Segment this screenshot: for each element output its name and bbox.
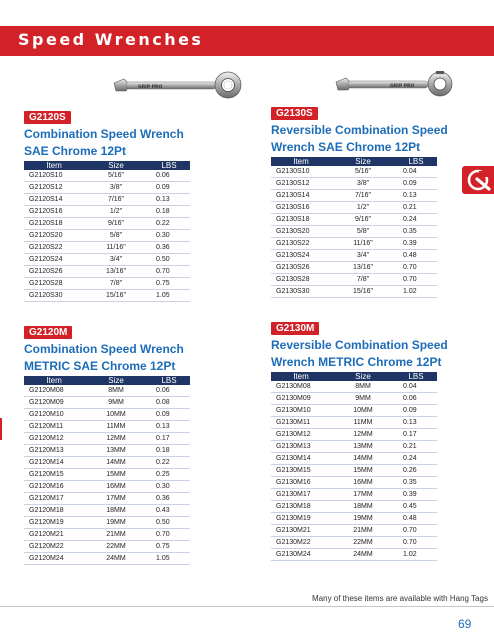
footer-divider — [0, 606, 494, 607]
table-row — [271, 453, 437, 465]
cell-item: G2130M19 — [271, 513, 331, 525]
cell-item: G2130M15 — [271, 465, 331, 477]
cell-size: 18MM — [331, 501, 395, 513]
cell-size: 13MM — [84, 445, 148, 457]
table-row — [271, 262, 437, 274]
spec-table — [24, 161, 190, 302]
cell-item: G2130M09 — [271, 393, 331, 405]
cell-size: 1/2" — [331, 202, 395, 214]
page-title: Speed Wrenches — [18, 30, 204, 49]
cell-size: 18MM — [84, 505, 148, 517]
header-item: Item — [271, 157, 331, 166]
cell-lbs: 0.50 — [148, 254, 190, 266]
wrench-marking: GRIP PRO — [138, 85, 163, 90]
cell-item: G2130M18 — [271, 501, 331, 513]
cell-size: 17MM — [84, 493, 148, 505]
cell-lbs: 1.05 — [148, 290, 190, 302]
cell-item: G2130S12 — [271, 178, 331, 190]
table-row — [271, 429, 437, 441]
cell-item: G2130M10 — [271, 405, 331, 417]
cell-size: 17MM — [331, 489, 395, 501]
table-row — [271, 537, 437, 549]
table-row — [271, 274, 437, 286]
section-g2130s — [271, 103, 471, 298]
cell-lbs: 0.04 — [395, 381, 437, 393]
cell-size: 3/4" — [331, 250, 395, 262]
product-code-badge: G2130M — [271, 322, 319, 335]
cell-lbs: 0.13 — [395, 190, 437, 202]
cell-item: G2130M14 — [271, 453, 331, 465]
cell-size: 24MM — [331, 549, 395, 561]
cell-item: G2120S22 — [24, 242, 84, 254]
cell-item: G2120M15 — [24, 469, 84, 481]
cell-item: G2120M22 — [24, 541, 84, 553]
table-row — [271, 381, 437, 393]
cell-item: G2130S28 — [271, 274, 331, 286]
cell-size: 9/16" — [84, 218, 148, 230]
section-g2120s — [24, 107, 224, 302]
cell-item: G2120S26 — [24, 266, 84, 278]
cell-size: 7/16" — [331, 190, 395, 202]
cell-lbs: 0.13 — [148, 421, 190, 433]
header-bar — [0, 26, 494, 56]
cell-item: G2120S30 — [24, 290, 84, 302]
cell-lbs: 0.26 — [395, 465, 437, 477]
cell-lbs: 0.70 — [395, 262, 437, 274]
cell-item: G2120M18 — [24, 505, 84, 517]
cell-size: 3/8" — [331, 178, 395, 190]
table-row — [271, 202, 437, 214]
cell-size: 9MM — [84, 397, 148, 409]
cell-size: 22MM — [84, 541, 148, 553]
table-row — [24, 481, 190, 493]
product-code-badge: G2130S — [271, 107, 318, 120]
cell-size: 7/16" — [84, 194, 148, 206]
cell-size: 11/16" — [84, 242, 148, 254]
product-title-line2: Wrench SAE Chrome 12Pt — [271, 140, 421, 154]
cell-item: G2120M17 — [24, 493, 84, 505]
cell-size: 10MM — [331, 405, 395, 417]
table-row — [271, 513, 437, 525]
cell-lbs: 0.17 — [148, 433, 190, 445]
cell-lbs: 0.24 — [395, 453, 437, 465]
cell-size: 5/8" — [331, 226, 395, 238]
combination-wrench-image — [108, 69, 250, 103]
cell-size: 10MM — [84, 409, 148, 421]
cell-lbs: 0.18 — [148, 206, 190, 218]
table-row — [271, 465, 437, 477]
cell-size: 16MM — [84, 481, 148, 493]
cell-lbs: 0.70 — [148, 266, 190, 278]
cell-item: G2130S14 — [271, 190, 331, 202]
cell-item: G2120M13 — [24, 445, 84, 457]
product-title-line2: Wrench METRIC Chrome 12Pt — [271, 355, 442, 369]
cell-item: G2120S28 — [24, 278, 84, 290]
header-size: Size — [331, 372, 395, 381]
cell-size: 14MM — [84, 457, 148, 469]
wrench-marking: GRIP PRO — [390, 84, 415, 89]
cell-lbs: 0.50 — [148, 517, 190, 529]
cell-size: 13/16" — [331, 262, 395, 274]
cell-item: G2120S18 — [24, 218, 84, 230]
cell-lbs: 0.75 — [148, 541, 190, 553]
cell-lbs: 0.08 — [148, 397, 190, 409]
table-row — [271, 190, 437, 202]
table-row — [24, 409, 190, 421]
cell-lbs: 0.06 — [148, 170, 190, 182]
cell-item: G2130S10 — [271, 166, 331, 178]
table-row — [271, 393, 437, 405]
cell-item: G2130M13 — [271, 441, 331, 453]
product-title-line1: Combination Speed Wrench — [24, 127, 184, 141]
cell-size: 13MM — [331, 441, 395, 453]
cell-size: 16MM — [331, 477, 395, 489]
table-row — [24, 290, 190, 302]
cell-size: 3/4" — [84, 254, 148, 266]
header-lbs: LBS — [148, 161, 190, 170]
cell-size: 21MM — [331, 525, 395, 537]
spec-table — [24, 376, 190, 565]
table-row — [24, 445, 190, 457]
cell-item: G2120S20 — [24, 230, 84, 242]
cell-lbs: 0.48 — [395, 250, 437, 262]
table-row — [24, 553, 190, 565]
table-row — [24, 242, 190, 254]
cell-size: 7/8" — [84, 278, 148, 290]
cell-size: 15/16" — [331, 286, 395, 298]
cell-item: G2130S30 — [271, 286, 331, 298]
table-row — [271, 525, 437, 537]
table-row — [271, 405, 437, 417]
table-row — [24, 278, 190, 290]
cell-lbs: 1.05 — [148, 553, 190, 565]
cell-item: G2130M22 — [271, 537, 331, 549]
cell-lbs: 0.22 — [148, 218, 190, 230]
table-row — [271, 250, 437, 262]
cell-lbs: 0.35 — [395, 477, 437, 489]
cell-item: G2120M14 — [24, 457, 84, 469]
header-size: Size — [331, 157, 395, 166]
cell-size: 9/16" — [331, 214, 395, 226]
table-row — [24, 385, 190, 397]
table-row — [24, 505, 190, 517]
cell-item: G2130S26 — [271, 262, 331, 274]
cell-size: 11MM — [331, 417, 395, 429]
edge-tab-mark — [0, 418, 2, 440]
table-row — [24, 517, 190, 529]
cell-lbs: 0.39 — [395, 238, 437, 250]
table-row — [24, 433, 190, 445]
table-row — [24, 493, 190, 505]
cell-size: 19MM — [331, 513, 395, 525]
table-row — [24, 529, 190, 541]
cell-lbs: 0.06 — [148, 385, 190, 397]
cell-item: G2130S22 — [271, 238, 331, 250]
header-lbs: LBS — [148, 376, 190, 385]
cell-lbs: 0.21 — [395, 441, 437, 453]
spec-table — [271, 157, 437, 298]
table-row — [24, 457, 190, 469]
cell-size: 5/16" — [331, 166, 395, 178]
cell-item: G2120M16 — [24, 481, 84, 493]
cell-size: 11/16" — [331, 238, 395, 250]
table-row — [24, 218, 190, 230]
cell-size: 8MM — [331, 381, 395, 393]
cell-item: G2120M21 — [24, 529, 84, 541]
cell-size: 12MM — [84, 433, 148, 445]
cell-item: G2130S18 — [271, 214, 331, 226]
cell-size: 13/16" — [84, 266, 148, 278]
cell-lbs: 0.17 — [395, 429, 437, 441]
cell-lbs: 0.45 — [395, 501, 437, 513]
product-title-line1: Combination Speed Wrench — [24, 342, 184, 356]
cell-item: G2120S10 — [24, 170, 84, 182]
product-title-line1: Reversible Combination Speed — [271, 123, 448, 137]
cell-size: 15MM — [331, 465, 395, 477]
table-header-row — [271, 157, 437, 166]
wrench-icon — [462, 166, 494, 194]
product-title-line2: SAE Chrome 12Pt — [24, 144, 127, 158]
header-lbs: LBS — [395, 157, 437, 166]
cell-item: G2130M08 — [271, 381, 331, 393]
table-header-row — [24, 161, 190, 170]
reversible-wrench-image — [332, 69, 460, 103]
table-row — [24, 254, 190, 266]
cell-size: 15MM — [84, 469, 148, 481]
product-title-line2: METRIC SAE Chrome 12Pt — [24, 359, 176, 373]
page-number: 69 — [458, 617, 472, 631]
table-row — [271, 417, 437, 429]
product-title-line1: Reversible Combination Speed — [271, 338, 448, 352]
table-row — [271, 549, 437, 561]
hang-tags-note: Many of these items are available with Hang Tags — [312, 594, 488, 603]
cell-lbs: 0.35 — [395, 226, 437, 238]
table-row — [24, 541, 190, 553]
cell-lbs: 0.09 — [395, 405, 437, 417]
product-code-badge: G2120S — [24, 111, 71, 124]
table-row — [24, 266, 190, 278]
cell-lbs: 0.36 — [148, 493, 190, 505]
cell-size: 1/2" — [84, 206, 148, 218]
cell-item: G2120S14 — [24, 194, 84, 206]
table-row — [24, 230, 190, 242]
table-row — [271, 178, 437, 190]
header-item: Item — [24, 161, 84, 170]
cell-lbs: 0.09 — [395, 178, 437, 190]
header-item: Item — [24, 376, 84, 385]
cell-lbs: 0.21 — [395, 202, 437, 214]
cell-item: G2130M11 — [271, 417, 331, 429]
cell-size: 8MM — [84, 385, 148, 397]
cell-item: G2130M21 — [271, 525, 331, 537]
side-tab — [462, 166, 494, 194]
header-size: Size — [84, 161, 148, 170]
cell-item: G2130M12 — [271, 429, 331, 441]
table-row — [271, 214, 437, 226]
section-g2130m — [271, 318, 471, 561]
cell-size: 24MM — [84, 553, 148, 565]
table-row — [271, 441, 437, 453]
cell-lbs: 0.36 — [148, 242, 190, 254]
table-row — [24, 194, 190, 206]
cell-lbs: 1.02 — [395, 549, 437, 561]
cell-lbs: 0.09 — [148, 409, 190, 421]
cell-size: 19MM — [84, 517, 148, 529]
cell-item: G2130S16 — [271, 202, 331, 214]
cell-item: G2130M17 — [271, 489, 331, 501]
cell-lbs: 0.22 — [148, 457, 190, 469]
cell-size: 9MM — [331, 393, 395, 405]
cell-lbs: 0.30 — [148, 481, 190, 493]
table-row — [24, 206, 190, 218]
cell-lbs: 0.70 — [395, 537, 437, 549]
table-row — [271, 286, 437, 298]
table-row — [24, 170, 190, 182]
table-row — [271, 489, 437, 501]
cell-size: 22MM — [331, 537, 395, 549]
table-row — [271, 501, 437, 513]
cell-lbs: 0.70 — [395, 274, 437, 286]
cell-item: G2130S24 — [271, 250, 331, 262]
cell-size: 3/8" — [84, 182, 148, 194]
cell-lbs: 0.39 — [395, 489, 437, 501]
table-row — [271, 477, 437, 489]
cell-size: 14MM — [331, 453, 395, 465]
cell-item: G2120M24 — [24, 553, 84, 565]
table-row — [24, 421, 190, 433]
cell-item: G2120M08 — [24, 385, 84, 397]
cell-item: G2120M09 — [24, 397, 84, 409]
header-size: Size — [84, 376, 148, 385]
cell-lbs: 0.75 — [148, 278, 190, 290]
cell-item: G2120M12 — [24, 433, 84, 445]
cell-lbs: 1.02 — [395, 286, 437, 298]
cell-lbs: 0.43 — [148, 505, 190, 517]
cell-item: G2120M19 — [24, 517, 84, 529]
cell-item: G2130M16 — [271, 477, 331, 489]
cell-item: G2120M11 — [24, 421, 84, 433]
cell-lbs: 0.04 — [395, 166, 437, 178]
cell-lbs: 0.24 — [395, 214, 437, 226]
table-row — [24, 182, 190, 194]
product-code-badge: G2120M — [24, 326, 72, 339]
table-row — [271, 226, 437, 238]
cell-item: G2130M24 — [271, 549, 331, 561]
cell-lbs: 0.70 — [395, 525, 437, 537]
cell-lbs: 0.06 — [395, 393, 437, 405]
cell-size: 5/8" — [84, 230, 148, 242]
table-row — [271, 166, 437, 178]
cell-size: 11MM — [84, 421, 148, 433]
section-g2120m — [24, 322, 224, 565]
cell-lbs: 0.13 — [395, 417, 437, 429]
cell-lbs: 0.70 — [148, 529, 190, 541]
header-item: Item — [271, 372, 331, 381]
table-row — [271, 238, 437, 250]
cell-lbs: 0.30 — [148, 230, 190, 242]
cell-item: G2120M10 — [24, 409, 84, 421]
cell-lbs: 0.13 — [148, 194, 190, 206]
table-header-row — [271, 372, 437, 381]
cell-lbs: 0.18 — [148, 445, 190, 457]
cell-size: 7/8" — [331, 274, 395, 286]
cell-item: G2120S12 — [24, 182, 84, 194]
table-row — [24, 397, 190, 409]
cell-item: G2130S20 — [271, 226, 331, 238]
table-header-row — [24, 376, 190, 385]
cell-size: 12MM — [331, 429, 395, 441]
cell-lbs: 0.48 — [395, 513, 437, 525]
cell-size: 15/16" — [84, 290, 148, 302]
header-lbs: LBS — [395, 372, 437, 381]
cell-size: 5/16" — [84, 170, 148, 182]
cell-item: G2120S16 — [24, 206, 84, 218]
cell-size: 21MM — [84, 529, 148, 541]
cell-lbs: 0.09 — [148, 182, 190, 194]
table-row — [24, 469, 190, 481]
cell-item: G2120S24 — [24, 254, 84, 266]
spec-table — [271, 372, 437, 561]
cell-lbs: 0.25 — [148, 469, 190, 481]
